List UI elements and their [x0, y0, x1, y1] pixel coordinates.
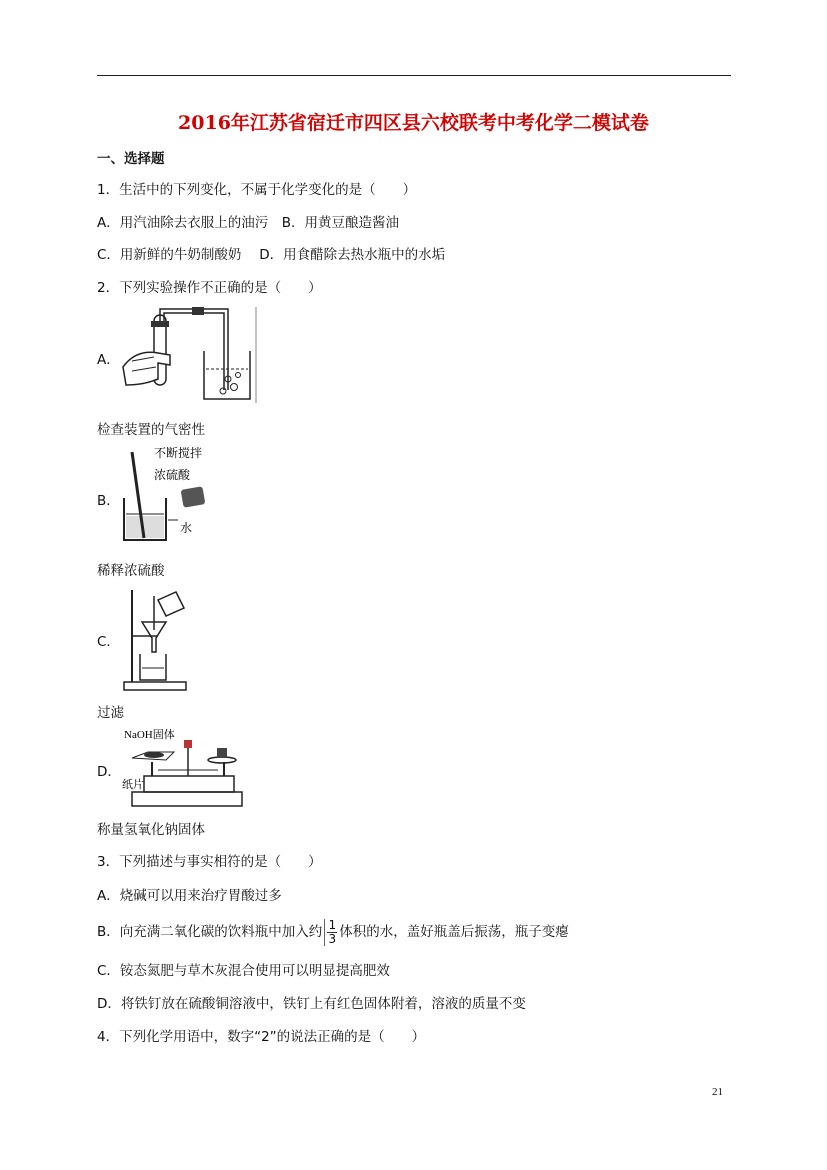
airtightness-check-figure [118, 305, 258, 403]
q2-option-a-caption: 检查装置的气密性 [97, 422, 205, 438]
header-rule [97, 75, 731, 76]
weighing-figure [118, 726, 244, 808]
fraction-denominator: 3 [328, 931, 337, 946]
q2-option-b-label: B． [97, 493, 120, 509]
q3-option-a: A．烧碱可以用来治疗胃酸过多 [97, 888, 282, 904]
q3-option-b [97, 914, 569, 950]
naoh-label: NaOH固体 [124, 729, 175, 741]
q2-option-c-caption: 过滤 [97, 705, 124, 721]
filtration-figure [118, 586, 190, 692]
q2-option-a-label: A． [97, 352, 120, 368]
q2-option-d-caption: 称量氢氧化钠固体 [97, 822, 205, 838]
q1-stem: 1．生活中的下列变化，不属于化学变化的是（ ） [97, 182, 417, 198]
page-number: 21 [712, 1086, 723, 1098]
q3-option-d: D．将铁钉放在硫酸铜溶液中，铁钉上有红色固体附着，溶液的质量不变 [97, 996, 526, 1012]
q2-stem: 2．下列实验操作不正确的是（ ） [97, 280, 322, 296]
stir-label: 不断搅拌 [154, 446, 203, 460]
acid-label: 浓硫酸 [154, 468, 191, 482]
q4-stem: 4．下列化学用语中，数字“2”的说法正确的是（ ） [97, 1029, 426, 1045]
exam-title: 2016年江苏省宿迁市四区县六校联考中考化学二模试卷 [178, 112, 649, 134]
q2-option-d-label: D． [97, 764, 121, 780]
q3-option-b-suffix: 体积的水，盖好瓶盖后振荡，瓶子变瘪 [339, 924, 569, 940]
q2-option-c-label: C． [97, 634, 120, 650]
water-label: 水 [180, 521, 193, 535]
fraction-numerator: 1 [328, 917, 337, 932]
q3-option-b-prefix: B．向充满二氧化碳的饮料瓶中加入约 [97, 924, 323, 940]
paper-label: 纸片 [122, 778, 144, 791]
q3-stem: 3．下列描述与事实相符的是（ ） [97, 854, 322, 870]
q1-options-ab: A．用汽油除去衣服上的油污 B．用黄豆酿造酱油 [97, 215, 399, 231]
q1-options-cd: C．用新鲜的牛奶制酸奶 D．用食醋除去热水瓶中的水垢 [97, 247, 446, 263]
section-heading: 一、选择题 [97, 151, 165, 167]
q3-option-c: C．铵态氮肥与草木灰混合使用可以明显提高肥效 [97, 963, 390, 979]
q2-option-b-caption: 稀释浓硫酸 [97, 563, 165, 579]
fraction-one-third [324, 919, 337, 946]
dilute-acid-figure [118, 444, 220, 544]
